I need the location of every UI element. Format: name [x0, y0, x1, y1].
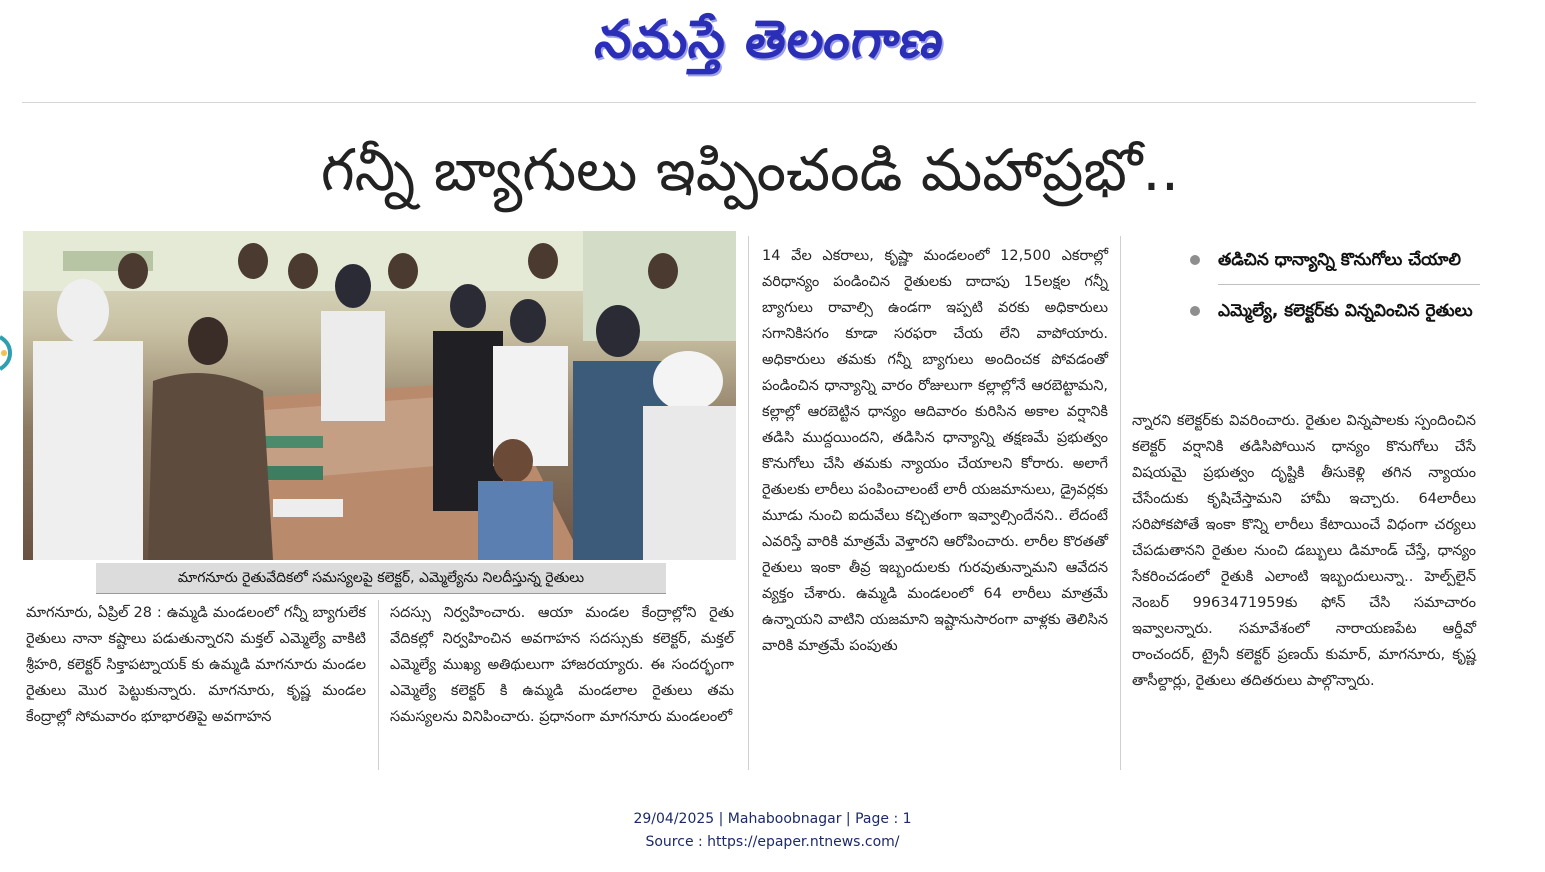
article-column-4 — [1132, 408, 1476, 694]
footer-date-page: 29/04/2025 | Mahaboobnagar | Page : 1 — [633, 811, 912, 827]
column-divider — [378, 600, 379, 770]
article-column-1 — [26, 600, 366, 730]
article-headline: గన్నీ బ్యాగులు ఇప్పించండి మహాప్రభో.. — [320, 136, 1180, 204]
highlight-divider — [1218, 284, 1480, 285]
side-edge-icon — [0, 333, 12, 373]
article-text: మాగనూరు, ఏప్రిల్ 28 : ఉమ్మడి మండలంలో గన్నీ బ్యాగులేక రైతులు నానా కష్టాలు పడుతున్నారని మక్తల్ ఎమ్మెల్యే వాకిటి శ్రీహరి, కలెక్టర్ సిక్తాపట్నాయక్ కు ఉమ్మడి మాగనూరు మండల రైతులు మొర పెట్టుకున్నారు. మాగనూరు, కృష్ణ మండల కేంద్రాల్లో సోమవారం భూభారతిపై అవగాహన — [26, 605, 366, 725]
column-divider — [1120, 236, 1121, 770]
highlight-item — [1190, 291, 1480, 332]
newspaper-masthead: నమస్తే తెలంగాణ — [591, 10, 949, 70]
highlight-text: ఎమ్మెల్యే, కలెక్టర్‌కు విన్నవించిన రైతులు — [1218, 301, 1473, 321]
highlight-text: తడిచిన ధాన్యాన్ని కొనుగోలు చేయాలి — [1218, 250, 1461, 270]
highlight-item — [1190, 240, 1480, 281]
bullet-icon — [1190, 255, 1200, 265]
masthead-divider — [22, 102, 1476, 103]
article-column-3 — [762, 243, 1108, 659]
column-divider — [748, 236, 749, 770]
photo-caption: మాగనూరు రైతువేదికలో సమస్యలపై కలెక్టర్, ఎమ్మెల్యేను నిలదీస్తున్న రైతులు — [96, 563, 666, 594]
article-text: సదస్సు నిర్వహించారు. ఆయా మండల కేంద్రాల్లోని రైతు వేదికల్లో నిర్వహించిన అవగాహన సదస్సుకు కలెక్టర్, మక్తల్ ఎమ్మెల్యే ముఖ్య అతిథులుగా హాజరయ్యారు. ఈ సందర్భంగా ఎమ్మెల్యే కలెక్టర్ కి ఉమ్మడి మండలాల రైతులు తమ సమస్యలను వినిపించారు. ప్రధానంగా మాగనూరు మండలంలో — [390, 605, 734, 725]
news-photo — [23, 231, 736, 560]
article-column-2 — [390, 600, 734, 730]
article-text: 14 వేల ఎకరాలు, కృష్ణా మండలంలో 12,500 ఎకరాల్లో వరిధాన్యం పండించిన రైతులకు దాదాపు 15లక్షల గన్నీ బ్యాగులు రావాల్సి ఉండగా ఇప్పటి వరకు అధికారులు సగానికిసగం కూడా సరఫరా చేయ లేని వాపోయారు. అధికారులు తమకు గన్నీ బ్యాగులు అందించక పోవడంతో పండించిన ధాన్యాన్ని వారం రోజులుగా కల్లాల్లోనే ఆరబెట్టామని, కల్లాల్లో ఆరబెట్టిన ధాన్యం ఆదివారం కురిసిన అకాల వర్షానికి తడిసి ముద్దయిందని, తడిసిన ధాన్యాన్ని తక్షణమే ప్రభుత్వం కొనుగోలు చేసి తమకు న్యాయం చేయాలని కోరారు. అలాగే రైతులకు లారీలు పంపించాలంటే లారీ యజమానులు, డ్రైవర్లకు మూడు నుంచి ఐదువేలు కచ్చితంగా ఇవ్వాల్సిందేనని.. లేదంటే ఎవరిస్తే వారికి మాత్రమే వెళ్తారని ఆరోపించారు. లారీల కొరతతో రైతులు ఇంకా తీవ్ర ఇబ్బందులకు గురవుతున్నామని ఆవేదన వ్యక్తం చేశారు. ఉమ్మడి మండలంలో 64 లారీలు మాత్రమే ఉన్నాయని వాటిని యజమాని ఇష్టానుసారంగా వాళ్లకు తెలిసిన వారికి మాత్రమే పంపుతు — [762, 248, 1108, 654]
highlights-box — [1190, 240, 1480, 332]
article-text: న్నారని కలెక్టర్‌కు వివరించారు. రైతుల విన్నపాలకు స్పందించిన కలెక్టర్ వర్షానికి తడిసిపోయిన ధాన్యం కొనుగోలు చేసే విషయమై ప్రభుత్వం దృష్టికి తీసుకెళ్లి తగిన న్యాయం చేసేందుకు కృషిచేస్తామని హామీ ఇచ్చారు. 64లారీలు సరిపోకపోతే ఇంకా కొన్ని లారీలు కేటాయించే విధంగా చర్యలు చేపడుతానని రైతుల నుంచి డబ్బులు డిమాండ్ చేస్తే, ధాన్యం సేకరించడంలో రైతుకి ఎలాంటి ఇబ్బందులున్నా.. హెల్ప్‌లైన్ నెంబర్ 9963471959కు ఫోన్ చేసి సమాచారం ఇవ్వాలన్నారు. సమావేశంలో నారాయణపేట ఆర్డీవో రాంచందర్, ట్రైనీ కలెక్టర్ ప్రణయ్ కుమార్, మాగనూరు, కృష్ణ తాసీల్దార్లు, రైతులు తదితరులు పాల్గొన్నారు. — [1132, 413, 1476, 689]
footer-source: Source : https://epaper.ntnews.com/ — [645, 834, 900, 850]
bullet-icon — [1190, 306, 1200, 316]
